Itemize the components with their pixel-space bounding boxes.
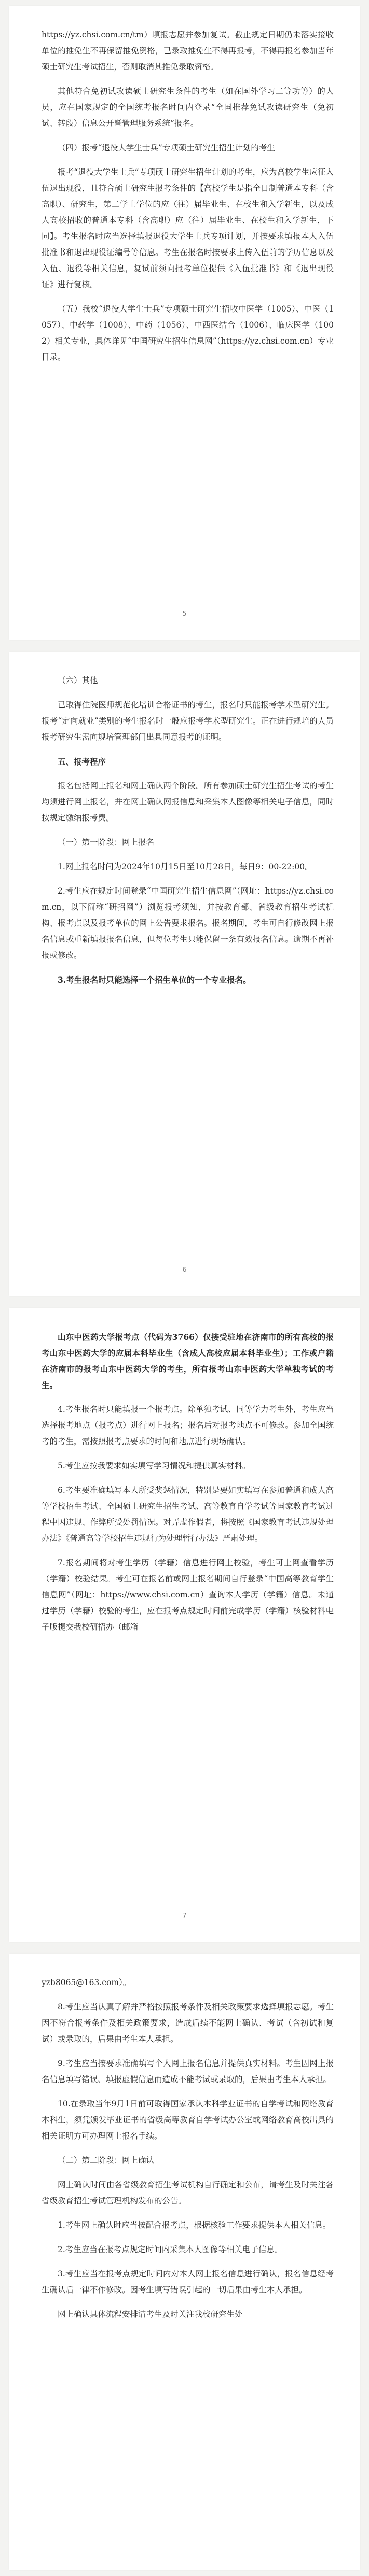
paragraph: （五）我校“退役大学生士兵”专项硕士研究生招收中医学（1005）、中医（1057）、中药学（1008）、中药（1056）、中西医结合（1006）、临床医学（1002）相关专业，具体详见“中国研究生招生信息网”（https://yz.chsi.com.cn）专业目录。: [42, 304, 334, 362]
page-number: 6: [182, 1266, 187, 1274]
page-number: 7: [182, 1912, 187, 1920]
paragraph: 1.网上报名时间为2024年10月15日至10月28日，每日9：00-22:00。: [58, 862, 313, 871]
page-body: [42, 27, 334, 374]
paragraph: 5.考生应按我要求如实填写学习情况和提供真实材料。: [58, 1461, 251, 1470]
document-page-2: [9, 652, 360, 1296]
page-number: 5: [182, 610, 187, 618]
paragraph: 报考“退役大学生士兵”专项硕士研究生招生计划的考生，应为高校学生应征入伍退出现役，且符合硕士研究生报考条件的【高校学生是指全日制普通本专科（含高职）、研究生，第二学士学位的应（往）届毕业生、在校生和入学新生，以及成人高校招收的普通本专科（含高职）应（往）届毕业生、在校生和入学新生，下同】。考生报名时应当选择填报退役大学生士兵专项计划，并按要求填报本人入伍批准书和退出现役证编号等信息。考生在报名时按要求上传入伍前的学历信息以及入伍、退役等相关信息，复试前须向报考单位提供《入伍批准书》和《退出现役证》进行复核。: [42, 167, 334, 289]
paragraph: 报名包括网上报名和网上确认两个阶段。所有参加硕士研究生招生考试的考生均须进行网上报名，并在网上确认网报信息和采集本人图像等相关电子信息，同时按规定缴纳报考费。: [42, 781, 334, 823]
section-heading: （四）报考“退役大学生士兵”专项硕士研究生招生计划的考生: [58, 143, 275, 152]
page-body: [42, 673, 334, 996]
paragraph-emphasis: 3.考生报名时只能选择一个招生单位的一个专业报名。: [58, 975, 251, 985]
document-page-4: [9, 1954, 360, 2570]
section-heading: （六）其他: [58, 676, 98, 685]
paragraph: 已取得住院医师规范化培训合格证书的考生，报名时只能报考学术型研究生。报考“定向就业”类别的考生报名时一般应报考学术型研究生。正在进行规培的人员报考研究生需向规培管理部门出具同意报考的证明。: [42, 700, 334, 742]
paragraph: 6.考生要准确填写本人所受奖惩情况，特别是要如实填写在参加普通和成人高等学校招生考试、全国硕士研究生招生考试、高等教育自学考试等国家教育考试过程中因违规、作弊所受处罚情况。对弄虚作假者，将按照《国家教育考试违规处理办法》《普通高等学校招生违规行为处理暂行办法》严肃处理。: [42, 1485, 334, 1543]
paragraph: 1.考生网上确认时应当按配合报考点，根据核验工作要求提供本人相关信息。: [58, 2220, 331, 2230]
section-heading: （一）第一阶段：网上报名: [58, 838, 155, 847]
document-page-1: [9, 6, 360, 640]
paragraph: 7.报名期间将对考生学历（学籍）信息进行网上校验，考生可上网查看学历（学籍）校验结果。考生可在报名前或网上报名期间自行登录“中国高等教育学生信息网”（网址：https://www.chsi.com.cn）查询本人学历（学籍）信息。未通过学历（学籍）校验的考生，应在报考点规定时间前完成学历（学籍）核验材料电子版提交我校研招办（邮箱: [42, 1558, 334, 1632]
paragraph: 2.考生应在规定时间登录“中国研究生招生信息网”（网址：https://yz.chsi.com.cn，以下简称“研招网”）浏览报考须知，并按教育部、省级教育招生考试机构、报考点以及报考单位的网上公告要求报名。报名期间，考生可自行修改网上报名信息或重新填报报名信息，但每位考生只能保留一条有效报名信息。逾期不再补报或修改。: [42, 886, 334, 960]
section-heading: 五、报考程序: [58, 757, 106, 767]
page-body: [42, 1975, 334, 2331]
paragraph-emphasis: 山东中医药大学报考点（代码为3766）仅接受驻地在济南市的所有高校的报考山东中医药大学的应届本科毕业生（含成人高校应届本科毕业生）；工作或户籍在济南市的报考山东中医药大学的考生，所有报考山东中医药大学单独考试的考生。: [42, 1332, 334, 1390]
paragraph: 9.考生应当按要求准确填写个人网上报名信息并提供真实材料。考生因网上报名信息填写错误、填报虚假信息而造成不能考试或录取的，后果由考生本人承担。: [42, 2059, 334, 2084]
section-heading: （二）第二阶段：网上确认: [58, 2156, 155, 2165]
paragraph: 2.考生应当在报考点规定时间内采集本人图像等相关电子信息。: [58, 2245, 283, 2254]
paragraph: 8.考生应当认真了解并严格按照报考条件及相关政策要求选择填报志愿。考生因不符合报考条件及相关政策要求，造成后续不能网上确认、考试（含初试和复试）或录取的，后果由考生本人承担。: [42, 2002, 334, 2044]
paragraph: 网上确认时间由各省级教育招生考试机构自行确定和公布，请考生及时关注各省级教育招生考试管理机构发布的公告。: [42, 2180, 334, 2205]
paragraph: yzb8065@163.com）。: [42, 1978, 131, 1987]
paragraph: 其他符合免初试攻读硕士研究生条件的考生（如在国外学习二等功等）的人员，应在国家规定的全国统考报名时间内登录“全国推荐免试攻读研究生（免初试、转段）信息公开暨管理服务系统”报名。: [42, 87, 334, 128]
document-page-3: [9, 1308, 360, 1942]
paragraph: 3.考生应当在报考点规定时间内对本人网上报名信息进行确认，报名信息经考生确认后一律不作修改。因考生填写错误引起的一切后果由考生本人承担。: [42, 2269, 334, 2295]
paragraph: https://yz.chsi.com.cn/tm）填报志愿并参加复试。截止规定日期仍未落实接收单位的推免生不再保留推免资格，已录取推免生不得再报考，不得再报名参加当年硕士研究生考试招生，否则取消其推免录取资格。: [42, 30, 334, 72]
paragraph: 10.在录取当年9月1日前可取得国家承认本科学业证书的自学考试和网络教育本科生，须凭颁发毕业证书的省级高等教育自学考试办公室或网络教育高校出具的相关证明方可办理网上报名手续。: [42, 2099, 334, 2141]
paragraph: 4.考生报名时只能填报一个报考点。除单独考试、同等学力考生外，考生应当选择报考地点（报考点）进行网上报名；报名后对报考地点不可修改。参加全国统考的考生，需按照报考点要求的时间和地点进行现场确认。: [42, 1405, 334, 1446]
paragraph: 网上确认具体流程安排请考生及时关注我校研究生处: [58, 2310, 243, 2319]
page-body: [42, 1329, 334, 1644]
